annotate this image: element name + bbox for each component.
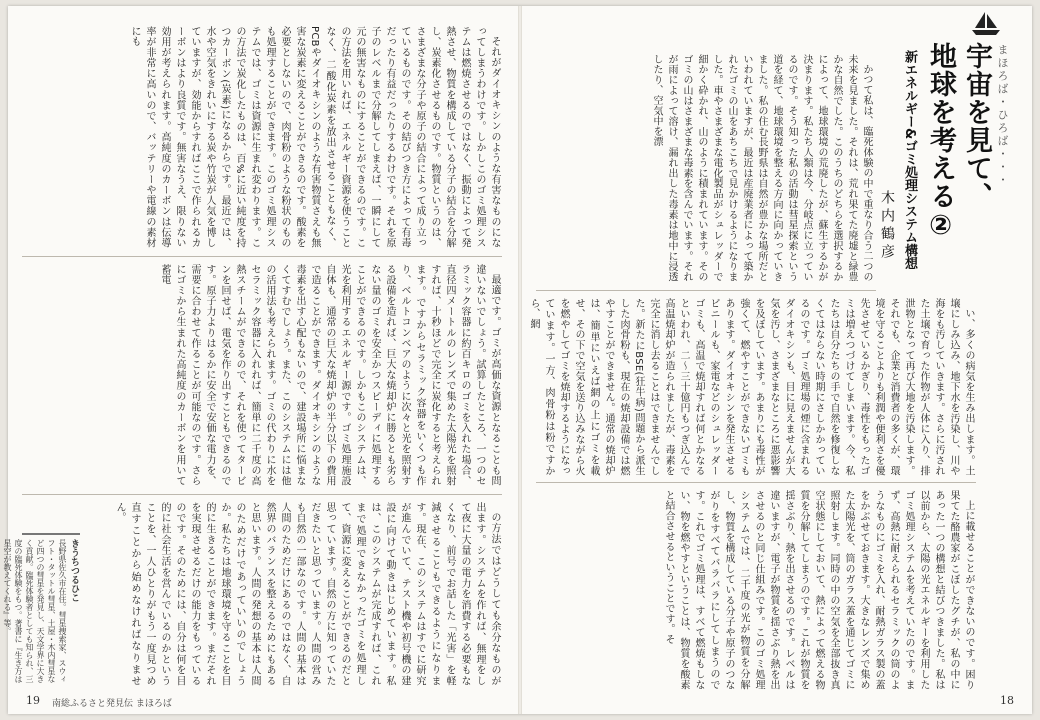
paragraph: かつて私は、臨死体験の中で重なり合う二つの未来を見ました。それは、荒れ果てた廃墟と緑豊かな自然でした。このうちのどちらを選択するかによって、地球環境の荒廃したが、蘇生するかが決まります。私たち人類は今、分岐点に立っているのです。そう知った私の活動は彗星探索という道を経て、地球環境を整える方向に向かっていきました。私の住む長野県は自然が豊かな場所だといわれていますが、最近は産廃業者によって築かれたゴミの山をあちこちで見かけるようになりました。車やさまざまな電化製品がシュレッダーで細かく砕かれ、山のように積まれています。そのゴミの山はさまざまな毒素を含んでいます。それが雨によって溶け、漏れ出した毒素は地中に浸透したり、空気中を漂: [651, 54, 872, 282]
paragraph: の方法ではどうしても余分なものが出ます。システムを作れば、無理をして夜に大量の電力を消費する必要もなくなり、前号でお話した「光害」を軽減させることもできるようになります。現在、このシステムはすでに研究が進んでいて、テスト機や初号機の建設に向けて動きはじめています。私は、このシステムが完成すれば、これまで処理できなかったゴミを処理して、資源に変えることができるのだと思っています。自然の方に知っていただきたいと思っています。人間の営みも自然の一部なのです。人間の基本は人間のためだけにあるのではなく、自然界のバランスを整えるためにもあると思います。人間の発想の基本は人間のためだけであっていいのでしょうか。私たちは地球環境を守ることを目的に生きることができます。まだそれを実現させるだけの能力をもっているのです。そのためには、自分は何を目的に社会生活を営んでいるのかということを、一人ひとりがもう一度見つめ直すことから始めなければなりません。: [114, 502, 500, 686]
sailboat-icon: [970, 10, 1002, 36]
column-rule: [22, 256, 502, 257]
paragraph: それがダイオキシンのような有害なものになってしまうわけです。しかしこのゴミ処理システムは燃焼させるのではなく、振動によって発熱させ、物質を構成している分子の結合を分解し、炭素化させるものです。物質というのは、さまざまな分子や原子の結合によって成り立っているものです。その結びつき方によって有毒だったり有益だったりするわけです。それを原子のレベルまで分解してしまえば、一瞬にして元の無害なものにすることができるのです。この方法を用いれば、エネルギー資源を使うことなく、二酸化炭素を放出させることもなく、PCBやダイオキシンのような有害物質さえも無害な炭素に変えることができるのです。酸素を必要としないので、肉骨粉のような粉状のものも処理することができます。このゴミ処理システムでは、ゴミは資源に生まれ変わります。この方法で炭化したものは、百%に近い純度を持つカーボン(炭素)になるからです。最近では、水や空気をきれいにする炭や竹炭が人気を博していますが、効能からすればここで作られるカーボンはより良質です。無害なうえ、限りない効用が考えられます。高純度のカーボンは伝導率が非常に高いので、バッテリーや電線の素材にも: [129, 26, 500, 248]
left-body-lower: [22, 264, 502, 486]
paragraph: 上に載せることができないのです。困り果てた酪農家がこぼしたグチが、私の中にあった一つの構想と結びつきました。私は以前から、太陽の光エネルギーを利用したゴミ処理システムを考えていたのです。まず、高熱に耐えられるセラミックの筒のようなものにゴミを入れ、耐熱ガラス製の蓋をかぶせておきます。大きなレンズで集めた太陽光を、筒のガラス蓋を通じてゴミに照射します。同時の中の空気を全部抜き真空状態にしておいて、熱によって燃える物質を分解してしまうのです。これが物質を揺さぶり、熱を出させるのです。レベルは違いますが、電子が物質を揺さぶり熱を出させるのと同じ仕組みです。このゴミ処理システムでは、二千度の光が物質を分解し、物質を構成している分子や原子のつながりをすべてバラバラにしてしまうのです。これでゴミ処理は、すべて燃焼もしない、物を燃やすということは、物質を酸素と結合させるということです。そ: [663, 490, 974, 690]
author-bio: [3, 533, 80, 689]
column-rule: [22, 494, 502, 495]
page-number-right: 18: [1000, 694, 1014, 707]
footer-publication: 南総ふるさと発見伝 まほろば: [52, 699, 172, 709]
title-line-2: 地球を考える②: [925, 42, 956, 242]
paragraph: い、多くの病気を生み出します。土壌にしみ込み、地下水を汚染し、川や海をも汚していきます。さらに汚された土壌で育った作物が人体に入り、排泄物となって再び大地を汚染します。それでも、企業と消費者の多くが、環境を守ることよりも利潤や便利さを優先させているかぎり、毒性をもったゴミは増えつづけてしまいます。今、私たちは自分たちの手で自然を修復しなくてはならない時期にさしかかっているのです。ゴミ処理場の煙に含まれるダイオキシンも、目に見えませんが大気を汚し、さまざまなところに悪影響を及ぼしています。あまりにも毒性が強くて、燃やすことができないゴミもあります。ダイオキシンを発生させるビニールも、家電などのシュレッダーゴミも、高温で焼却すれば何とかなるといわれ、二〜三十億円もつぎ込んで高温焼却炉が造られましたが、毒素を完全に消し去ることはできませんでした。新たにBSE(狂牛病)問題から派生した肉骨粉も、現在の焼却設備では燃やすことができません。通常の焼却炉は、簡単にいえば網の上にゴミを載せ、その下で空気を送り込みながら火を燃やしてゴミを焼却するようになっています。一方、肉骨粉は粉ですから、網: [528, 298, 974, 476]
right-body-mid: [536, 490, 976, 690]
article-title: [922, 42, 994, 302]
series-label: まほろば・ひろば・・・: [996, 44, 1009, 187]
right-body-lower: [528, 298, 976, 476]
bio-text: 長野県佐久市在住。彗星捜索家、スウィフト・タットル彗星、土屋・木内彗星など四つの彗星を発見し、天文学界に大きく貢献。臨死体験者としても知られ、三度の臨死体験をもつ。著書に『生き方は星空が教えてくれる』等。: [3, 539, 67, 683]
page-number-left: 19: [26, 694, 40, 707]
paragraph: 最適です。ゴミが高価な資源となることも問違いないでしょう。試算したところ、一つのセラミック容器に約百キロのゴミを入れた場合、直径四メートルのレンズで集めた太陽光を照射すれば、十秒ほどで完全に炭化すると考えられます。ですからセラミック容器をいくつも作り、ベルトコンベアのように次々と光を照射する設備を造れば、巨大な焼却炉に勝るとも劣らない量のゴミを安全かつスピーディに処理することができるのです。しかもこのシステムは、光を利用するエネルギー源です。ゴミ処理施設自体も、通常の巨大な焼却炉の半分以下の費用で造ることができます。ダイオキシンのような毒素を出す心配もないので、建設場所に悩まなくてすむでしょう。また、このシステムには他の活用法も考えられます。ゴミの代わりに水をセラミック容器に入れれば、簡単に二千度の高熱スチームができるので、それを使ってタービンを回せば、電気を作り出すこともできるのです。原子力よりはるかに安全で安価な電力を、需要に合わせて作ることが可能なのです。さらにゴミから生まれた高純度のカーボンを用いて蓄電: [159, 264, 500, 486]
column-rule: [536, 482, 976, 483]
title-line-1: 宇宙を見て、: [961, 42, 992, 210]
page-gutter: [518, 6, 522, 714]
magazine-spread: [3, 6, 1032, 714]
left-body-upper: [22, 26, 502, 248]
author-name: 木内鶴彦: [879, 190, 895, 262]
article-subtitle: 新エネルギー&ゴミ処理システム構想: [902, 50, 917, 270]
bio-name: きうちつるひこ: [69, 539, 79, 602]
right-body-upper: [651, 54, 874, 282]
column-rule: [536, 290, 876, 291]
left-body-mid2: [92, 502, 502, 686]
